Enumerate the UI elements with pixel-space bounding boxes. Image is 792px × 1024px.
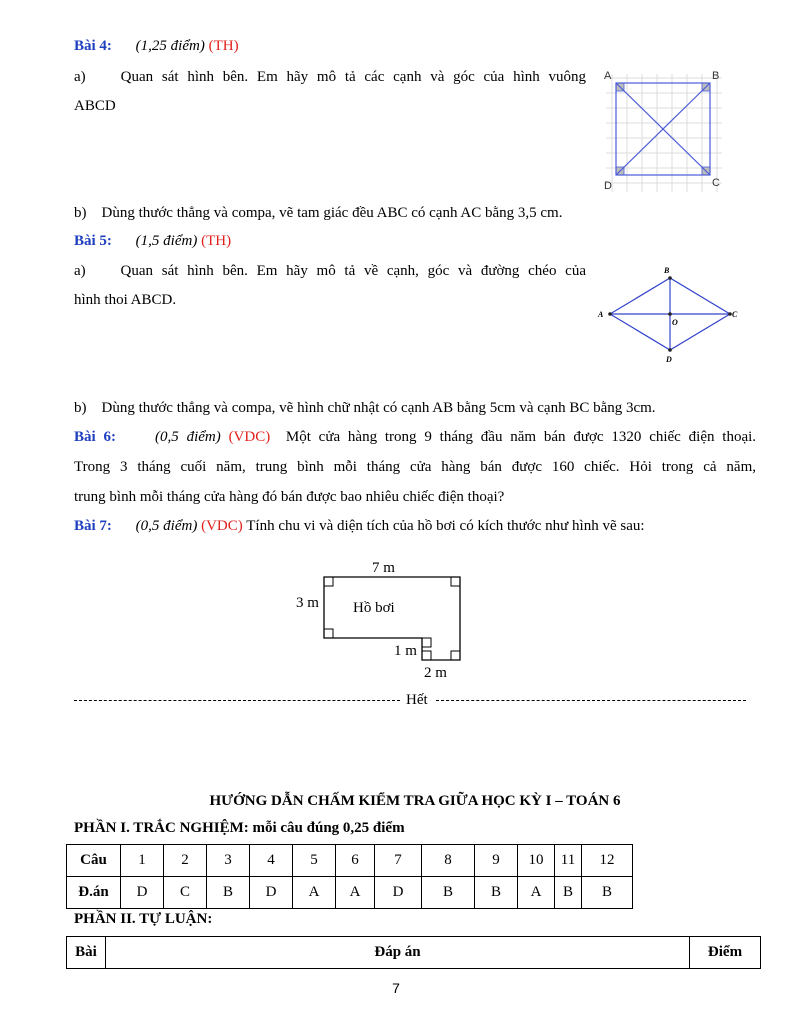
bai4-a-line1: [74, 67, 586, 87]
square-label-a: A: [604, 70, 612, 82]
part1-heading: PHẦN I. TRẮC NGHIỆM: mỗi câu đúng 0,25 điểm: [74, 820, 405, 836]
essay-table-head-diem: Điểm: [690, 937, 761, 969]
table-cell: 12: [582, 845, 633, 877]
bai5-points: (1,5 điểm): [135, 233, 198, 249]
bai5-b-text: Dùng thước thẳng và compa, vẽ hình chữ nhật có cạnh AB bằng 5cm và cạnh BC bằng 3cm.: [101, 400, 656, 416]
bai4-a-marker: a): [74, 69, 86, 85]
table-cell: 2: [164, 845, 207, 877]
bai7-text: Tính chu vi và diện tích của hồ bơi có kích thước như hình vẽ sau:: [246, 518, 645, 534]
table-cell: D: [121, 877, 164, 909]
bai4-heading: [74, 36, 239, 56]
bai4-b-line: [74, 203, 562, 223]
table-cell: 1: [121, 845, 164, 877]
table-cell: D: [375, 877, 422, 909]
bai4-a-line2: ABCD: [74, 98, 116, 114]
pool-label-left: 3 m: [296, 595, 319, 611]
part2-heading: PHẦN II. TỰ LUẬN:: [74, 911, 213, 927]
essay-table-head-dapan: Đáp án: [106, 937, 690, 969]
table-cell: 7: [375, 845, 422, 877]
table-cell: 5: [293, 845, 336, 877]
end-separator: [74, 690, 746, 710]
bai7-heading: [74, 516, 645, 536]
answer-table: [66, 844, 633, 909]
table-cell: 3: [207, 845, 250, 877]
rhombus-label-d: D: [666, 355, 672, 364]
answer-table-row-questions: [67, 845, 633, 877]
table-cell: A: [518, 877, 555, 909]
answer-key-title: HƯỚNG DẪN CHẤM KIỂM TRA GIỮA HỌC KỲ I – TOÁN 6: [209, 793, 621, 809]
bai6-points: (0,5 điểm): [155, 429, 221, 445]
table-cell: B: [475, 877, 518, 909]
bai5-a-line1: [74, 261, 586, 281]
bai6-text1: Một cửa hàng trong 9 tháng đầu năm bán được 1320 chiếc điện thoại.: [285, 429, 757, 445]
table-cell: 11: [555, 845, 582, 877]
square-label-c: C: [712, 177, 720, 189]
rhombus-label-c: C: [732, 310, 738, 319]
rhombus-label-b: B: [664, 266, 670, 275]
table-cell: B: [207, 877, 250, 909]
bai5-a-line2: hình thoi ABCD.: [74, 292, 177, 308]
pool-name: Hồ bơi: [353, 600, 395, 616]
square-shape: [616, 83, 710, 175]
bai5-heading: [74, 231, 231, 251]
table-cell: B: [582, 877, 633, 909]
bai5-a-text: Quan sát hình bên. Em hãy mô tả về cạnh, góc và đường chéo của: [120, 263, 586, 279]
square-abcd-figure: [598, 64, 728, 194]
end-label: Hết: [406, 692, 428, 708]
pool-shape: [324, 577, 460, 660]
bai5-level: (TH): [201, 233, 232, 249]
table-cell: 8: [422, 845, 475, 877]
bai4-b-text: Dùng thước thẳng và compa, vẽ tam giác đều ABC có cạnh AC bằng 3,5 cm.: [101, 205, 563, 221]
bai5-a-marker: a): [74, 263, 86, 279]
bai5-b-line: [74, 398, 656, 418]
bai7-level: (VDC): [201, 518, 243, 534]
bai5-label: Bài 5:: [74, 233, 112, 249]
table-cell: 6: [336, 845, 375, 877]
pool-label-step: 1 m: [394, 643, 417, 659]
essay-table: [66, 936, 761, 969]
square-label-d: D: [604, 180, 612, 192]
essay-table-head-bai: Bài: [67, 937, 106, 969]
bai7-points: (0,5 điểm): [135, 518, 198, 534]
bai4-a-text: Quan sát hình bên. Em hãy mô tả các cạnh và góc của hình vuông: [120, 69, 587, 85]
bai7-label: Bài 7:: [74, 518, 112, 534]
answer-table-head-dapan: Đ.án: [67, 877, 121, 909]
bai4-label: Bài 4:: [74, 38, 112, 54]
rhombus-label-a: A: [598, 310, 604, 319]
pool-figure: [290, 555, 480, 685]
table-cell: D: [250, 877, 293, 909]
bai4-points: (1,25 điểm): [135, 38, 205, 54]
rhombus-label-o: O: [672, 318, 678, 327]
pool-label-bottom: 2 m: [424, 665, 447, 681]
table-cell: 10: [518, 845, 555, 877]
bai6-label: Bài 6:: [74, 429, 116, 445]
bai4-level: (TH): [208, 38, 239, 54]
table-cell: C: [164, 877, 207, 909]
table-cell: A: [336, 877, 375, 909]
pool-label-top: 7 m: [372, 560, 395, 576]
bai6-line2: Trong 3 tháng cuối năm, trung bình mỗi tháng cửa hàng bán được 160 chiếc. Hỏi trong cả năm,: [74, 459, 756, 475]
table-cell: B: [555, 877, 582, 909]
square-label-b: B: [712, 70, 720, 82]
bai6-level: (VDC): [228, 429, 271, 445]
bai6-line1: [74, 427, 756, 447]
bai4-b-marker: b): [74, 205, 87, 221]
answer-table-row-answers: [67, 877, 633, 909]
page-number: 7: [392, 980, 400, 996]
table-cell: 9: [475, 845, 518, 877]
bai5-b-marker: b): [74, 400, 87, 416]
answer-table-head-cau: Câu: [67, 845, 121, 877]
table-cell: 4: [250, 845, 293, 877]
bai6-line3: trung bình mỗi tháng cửa hàng đó bán được bao nhiêu chiếc điện thoại?: [74, 489, 505, 505]
table-cell: A: [293, 877, 336, 909]
table-cell: B: [422, 877, 475, 909]
rhombus-abcd-figure: [592, 262, 742, 366]
essay-table-header-row: [67, 937, 761, 969]
